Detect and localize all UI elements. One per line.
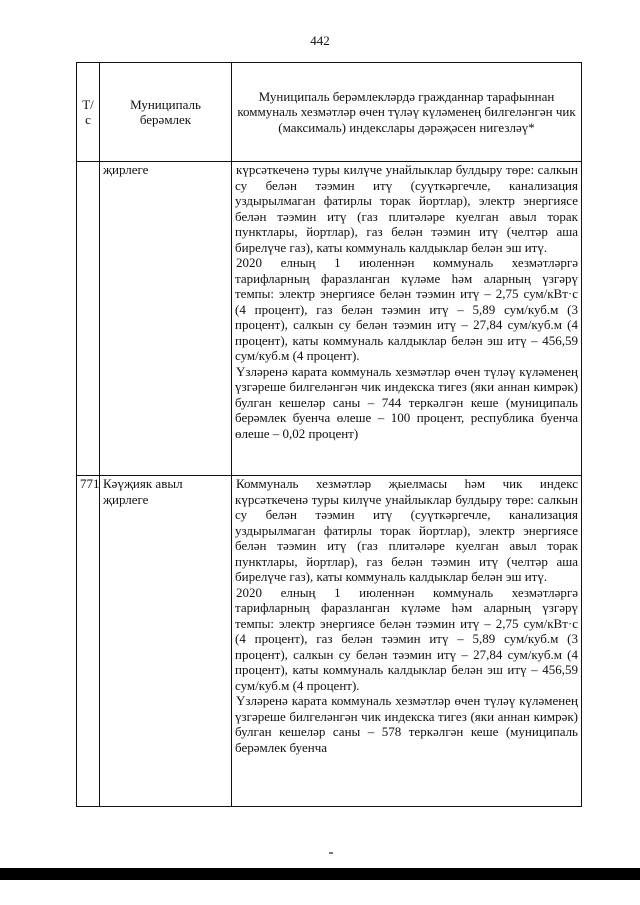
paragraph: Үзләренә карата коммуналь хезмәтләр өчен түләү күләменең үзгәреше билгеләнгән чик индекска тигез (яки аннан кимрәк) булган кешеләр саны – 578 теркәлгән кеше (муниципаль берәмлек буенча xyxy=(235,693,578,755)
header-number: Т/с xyxy=(77,63,100,162)
row-municipality: җирлеге xyxy=(100,162,232,476)
paragraph: 2020 елның 1 июленнән коммуналь хезмәтләргә тарифларның фаразланган күләме һәм аларның үзгәрү темпы: электр энергиясе белән тәэмин итү – 2,75 сум/кВт·с (4 процент), газ белән тәэмин итү – 5,89 сум/куб.м (3 процент), салкын су белән тәэмин итү – 27,84 сум/куб.м (4 процент), каты коммуналь калдыклар белән эш итү – 456,59 сум/куб.м (4 процент). xyxy=(235,255,578,363)
paragraph: Үзләренә карата коммуналь хезмәтләр өчен түләү күләменең үзгәреше билгеләнгән чик индекска тигез (яки аннан кимрәк) булган кешеләр саны – 744 теркәлгән кеше (муниципаль берәмлек буенча өлеше – 100 процент, республика буенча өлеше – 0,02 процент) xyxy=(235,363,578,441)
scan-footer-bar xyxy=(0,868,640,880)
header-index: Муниципаль берәмлекләрдә гражданнар тарафыннан коммуналь хезмәтләр өчен түләү күләменең билгеләнгән чик (максималь) индекслары дәрәҗәсен нигезләү* xyxy=(232,63,582,162)
paragraph: Коммуналь хезмәтләр җыелмасы һәм чик индекс күрсәткеченә туры килүче унайлыклар булдыру төре: салкын су белән тәэмин итү (суүткәргечле, канализация уздырылмаган фатирлы торак йортлар), электр энергиясе белән тәэмин итү (газ плитәләре куелган авыл торак пунктлары, йортлар), газ белән тәэмин итү (челтәр аша бирелүче газ), каты коммуналь калдыклар белән эш итү. xyxy=(235,476,578,584)
row-description xyxy=(232,476,582,807)
row-description xyxy=(232,162,582,476)
index-table xyxy=(76,62,582,807)
paragraph: 2020 елның 1 июленнән коммуналь хезмәтләргә тарифларның фаразланган күләме һәм аларның үзгәрү темпы: электр энергиясе белән тәэмин итү – 2,75 сум/кВт·с (4 процент), газ белән тәэмин итү – 5,89 сум/куб.м (3 процент), салкын су белән тәэмин итү – 27,84 сум/куб.м (4 процент), каты коммуналь калдыклар белән эш итү – 456,59 сум/куб.м (4 процент). xyxy=(235,584,578,693)
table-row xyxy=(77,162,582,476)
header-municipality: Муниципаль берәмлек xyxy=(100,63,232,162)
page-number: 442 xyxy=(310,33,330,48)
table-row xyxy=(77,476,582,807)
row-number xyxy=(77,162,100,476)
row-number: 771 xyxy=(77,476,100,807)
row-municipality: Кәүҗияк авыл җирлеге xyxy=(100,476,232,807)
scan-mark xyxy=(329,852,333,854)
table-header-row xyxy=(77,63,582,162)
paragraph: күрсәткеченә туры килүче унайлыклар булдыру төре: салкын су белән тәэмин итү (суүткәргечле, канализация уздырылмаган фатирлы торак йортлар), электр энергиясе белән тәэмин итү (газ плитәләре куелган авыл торак пунктлары, йортлар), газ белән тәэмин итү (челтәр аша бирелүче газ), каты коммуналь калдыклар белән эш итү. xyxy=(235,162,578,255)
